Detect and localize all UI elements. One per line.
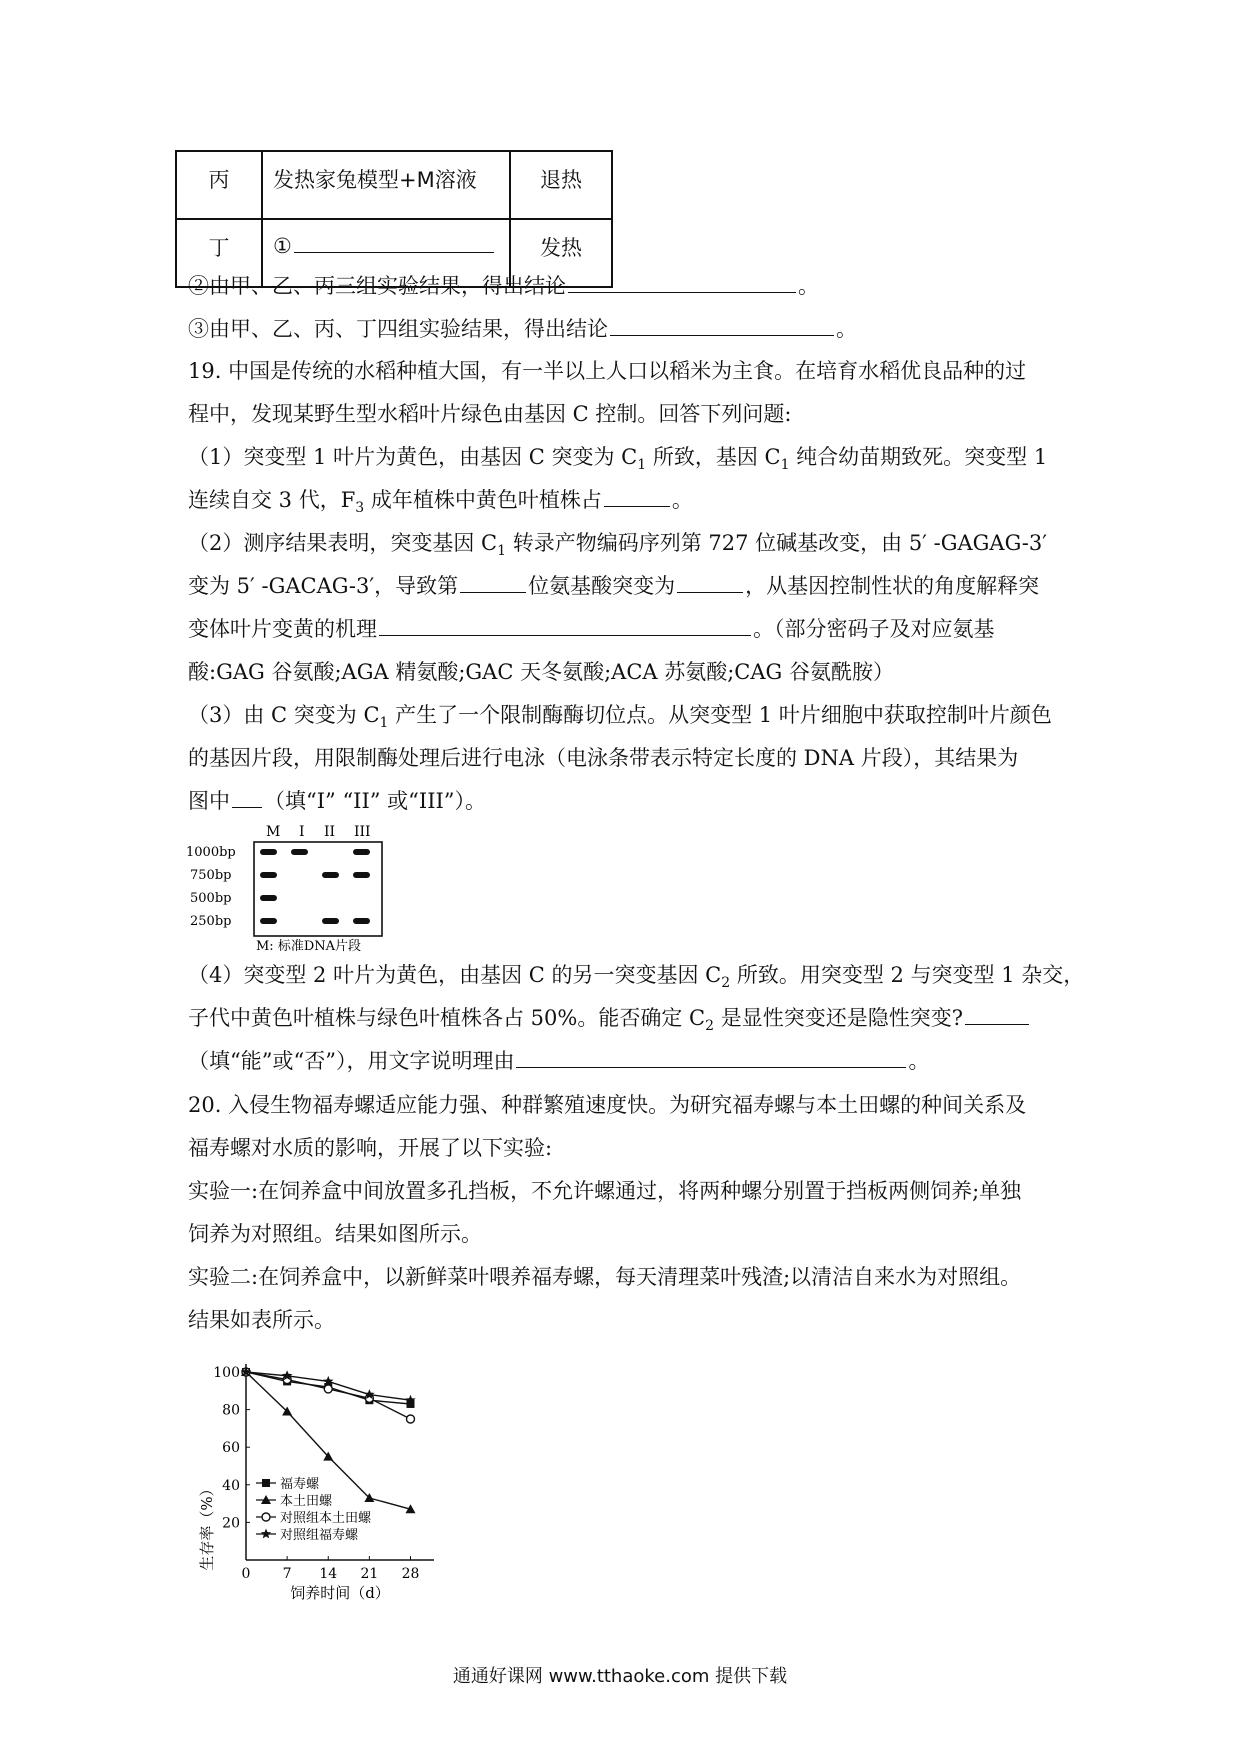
text: 产生了一个限制酶酶切位点。从突变型 1 叶片细胞中获取控制叶片颜色: [388, 703, 1052, 727]
gel-band: [322, 918, 339, 924]
text: 所致，基因 C: [646, 445, 781, 469]
text: ②由甲、乙、丙三组实验结果，得出结论: [188, 274, 566, 298]
text-line: 酸:GAG 谷氨酸;AGA 精氨酸;GAC 天冬氨酸;ACA 苏氨酸;CAG 谷氨酰胺）: [188, 660, 894, 684]
text-line: [188, 572, 1039, 600]
gel-band: [260, 918, 277, 924]
answer-blank: [516, 1047, 906, 1068]
text-line: 程中，发现某野生型水稻叶片绿色由基因 C 控制。回答下列问题:: [188, 402, 792, 426]
data-point: [261, 1529, 271, 1539]
text-line: [188, 315, 857, 343]
x-tick-label: 28: [401, 1566, 420, 1582]
gel-band: [260, 849, 277, 855]
subscript: 3: [355, 500, 365, 517]
answer-blank: [610, 315, 834, 336]
table-cell: 发热家兔模型+M溶液: [262, 151, 510, 219]
gel-band: [291, 849, 308, 855]
text: 图中: [188, 789, 230, 813]
subscript: 1: [780, 457, 790, 474]
table-row: [176, 151, 612, 219]
data-point: [407, 1415, 415, 1423]
gel-caption: M: 标准DNA片段: [256, 939, 362, 954]
gel-figure: [186, 822, 396, 954]
text-line: [188, 1004, 1031, 1040]
subscript: 1: [379, 715, 389, 732]
answer-blank: [568, 272, 796, 293]
text-line: [188, 961, 1084, 997]
lane-label: II: [324, 824, 336, 840]
y-tick-label: 20: [222, 1515, 240, 1532]
gel-band: [260, 872, 277, 878]
y-tick-label: 60: [222, 1440, 240, 1457]
text: 位氨基酸突变为: [528, 574, 676, 598]
subscript: 1: [497, 543, 507, 560]
text-line: 实验一:在饲养盒中间放置多孔挡板，不允许螺通过，将两种螺分别置于挡板两侧饲养;单独: [188, 1179, 1022, 1203]
text: 连续自交 3 代，F: [188, 488, 356, 512]
text: 变为 5′ -GACAG-3′，导致第: [188, 574, 459, 598]
lane-label: I: [299, 824, 305, 840]
size-label: 250bp: [190, 914, 232, 929]
gel-band: [353, 872, 370, 878]
text-line: 饲养为对照组。结果如图所示。: [188, 1222, 482, 1246]
experiment-table: [175, 150, 613, 288]
subscript: 2: [705, 1018, 715, 1035]
subscript: 1: [637, 457, 647, 474]
legend-label: 本土田螺: [280, 1494, 333, 1509]
text: （1）突变型 1 叶片为黄色，由基因 C 突变为 C: [188, 445, 638, 469]
y-tick-label: 80: [222, 1402, 240, 1419]
blank-label: ①: [273, 234, 292, 258]
legend-label: 对照组福寿螺: [280, 1528, 359, 1543]
size-label: 750bp: [190, 868, 232, 883]
text: ③由甲、乙、丙、丁四组实验结果，得出结论: [188, 317, 608, 341]
x-tick-label: 0: [241, 1566, 251, 1582]
data-point: [262, 1479, 270, 1487]
text-line: [188, 787, 486, 815]
answer-blank: [379, 615, 751, 636]
data-point: [324, 1385, 332, 1393]
gel-band: [260, 895, 277, 901]
x-tick-label: 7: [282, 1566, 292, 1582]
answer-blank: [677, 572, 743, 593]
text-line: [188, 272, 819, 300]
text: 所致。用突变型 2 与突变型 1 杂交，: [730, 963, 1085, 987]
text: （4）突变型 2 叶片为黄色，由基因 C 的另一突变基因 C: [188, 963, 722, 987]
table-cell: 发热: [510, 219, 612, 287]
text: 成年植株中黄色叶植株占: [364, 488, 602, 512]
text: 。: [836, 317, 857, 341]
table-cell: 丁: [176, 219, 262, 287]
text: 。: [908, 1049, 930, 1073]
text-line: [188, 615, 995, 643]
x-tick-label: 14: [319, 1566, 338, 1582]
table-cell: 退热: [510, 151, 612, 219]
answer-blank: [460, 572, 526, 593]
text: 转录产物编码序列第 727 位碱基改变，由 5′ -GAGAG-3′: [506, 531, 1047, 555]
text-line: [188, 701, 1052, 737]
text: （填“能”或“否”），用文字说明理由: [188, 1049, 515, 1073]
lane-label: III: [354, 824, 371, 840]
legend-label: 福寿螺: [280, 1477, 320, 1492]
y-tick-label: 100: [213, 1365, 240, 1381]
subscript: 2: [721, 975, 731, 992]
text-line: [188, 486, 693, 522]
x-axis-label: 饲养时间（d）: [290, 1584, 390, 1600]
text: （3）由 C 突变为 C: [188, 703, 380, 727]
text: 。（部分密码子及对应氨基: [753, 617, 995, 641]
answer-blank: [232, 787, 262, 808]
gel-band: [353, 918, 370, 924]
y-tick-label: 40: [222, 1477, 240, 1494]
y-axis-label: 生存率（%）: [198, 1481, 216, 1571]
survival-chart: [190, 1350, 470, 1600]
table-cell: 丙: [176, 151, 262, 219]
gel-band: [322, 872, 339, 878]
text-line: 福寿螺对水质的影响，开展了以下实验:: [188, 1136, 553, 1160]
answer-blank: [294, 232, 494, 253]
size-label: 1000bp: [186, 845, 236, 860]
answer-blank: [965, 1004, 1029, 1025]
x-tick-label: 21: [360, 1566, 379, 1582]
question-20: 20. 入侵生物福寿螺适应能力强、种群繁殖速度快。为研究福寿螺与本土田螺的种间关系及: [188, 1093, 1027, 1117]
text: 。: [798, 274, 819, 298]
text: 子代中黄色叶植株与绿色叶植株各占 50%。能否确定 C: [188, 1006, 706, 1030]
lane-label: M: [266, 824, 281, 840]
text-line: 的基因片段，用限制酶处理后进行电泳（电泳条带表示特定长度的 DNA 片段），其结果为: [188, 746, 1019, 770]
text: ，从基因控制性状的角度解释突: [745, 574, 1040, 598]
answer-blank: [604, 486, 670, 507]
text: 。: [671, 488, 693, 512]
size-label: 500bp: [190, 891, 232, 906]
text: 是显性突变还是隐性突变?: [714, 1006, 963, 1030]
gel-band: [353, 849, 370, 855]
footer: 通通好课网 www.tthaoke.com 提供下载: [452, 1666, 788, 1687]
text: （2）测序结果表明，突变基因 C: [188, 531, 498, 555]
text-line: 结果如表所示。: [188, 1308, 335, 1332]
legend-label: 对照组本土田螺: [280, 1511, 372, 1526]
question-19: 19. 中国是传统的水稻种植大国，有一半以上人口以稻米为主食。在培育水稻优良品种的过: [188, 359, 1027, 383]
text-line: [188, 443, 1047, 479]
text-line: 实验二:在饲养盒中，以新鲜菜叶喂养福寿螺，每天清理菜叶残渣;以清洁自来水为对照组。: [188, 1265, 1022, 1289]
text: 变体叶片变黄的机理: [188, 617, 377, 641]
text-line: [188, 1047, 929, 1075]
text: 纯合幼苗期致死。突变型 1: [789, 445, 1048, 469]
text-line: [188, 529, 1047, 565]
text: （填“I” “II” 或“III”）。: [264, 789, 487, 813]
data-point: [262, 1513, 270, 1521]
